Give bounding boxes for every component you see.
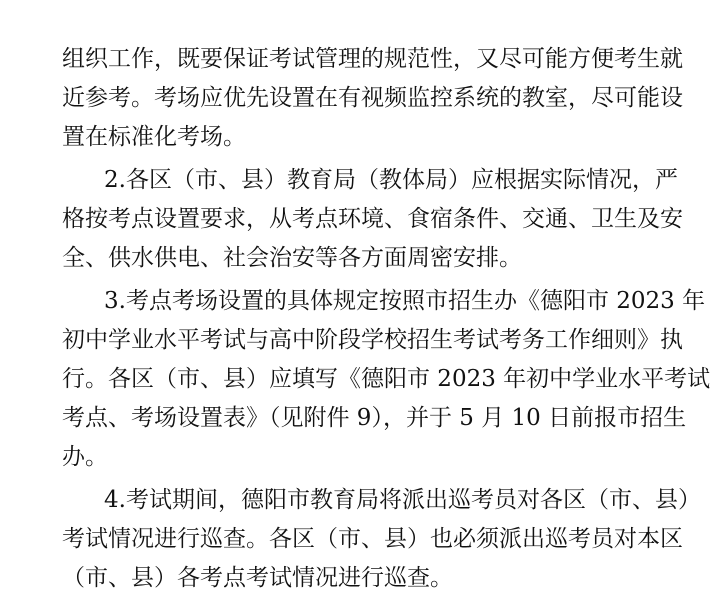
paragraph-3-line-2: 初中学业水平考试与高中阶段学校招生考试考务工作细则》执: [62, 327, 683, 353]
paragraph-2-line-1: 2.各区（市、县）教育局（教体局）应根据实际情况，严: [104, 167, 678, 193]
paragraph-4-line-1: 4.考试期间，德阳市教育局将派出巡考员对各区（市、县）: [104, 487, 701, 513]
paragraph-1-line-1: 组织工作，既要保证考试管理的规范性，又尽可能方便考生就: [62, 46, 683, 72]
paragraph-3-line-3: 行。各区（市、县）应填写《德阳市 2023 年初中学业水平考试: [62, 366, 711, 392]
paragraph-4-line-3: （市、县）各考点考试情况进行巡查。: [62, 565, 453, 591]
paragraph-1-line-3: 置在标准化考场。: [62, 124, 246, 150]
paragraph-2-line-3: 全、供水供电、社会治安等各方面周密安排。: [62, 245, 522, 271]
paragraph-3-line-5: 办。: [62, 444, 108, 470]
paragraph-4-line-2: 考试情况进行巡查。各区（市、县）也必须派出巡考员对本区: [62, 526, 683, 552]
paragraph-2-line-2: 格按考点设置要求，从考点环境、食宿条件、交通、卫生及安: [62, 206, 683, 232]
paragraph-3-line-1: 3.考点考场设置的具体规定按照市招生办《德阳市 2023 年: [104, 288, 706, 314]
paragraph-3-line-4: 考点、考场设置表》（见附件 9），并于 5 月 10 日前报市招生: [62, 405, 687, 431]
paragraph-1-line-2: 近参考。考场应优先设置在有视频监控系统的教室，尽可能设: [62, 85, 683, 111]
